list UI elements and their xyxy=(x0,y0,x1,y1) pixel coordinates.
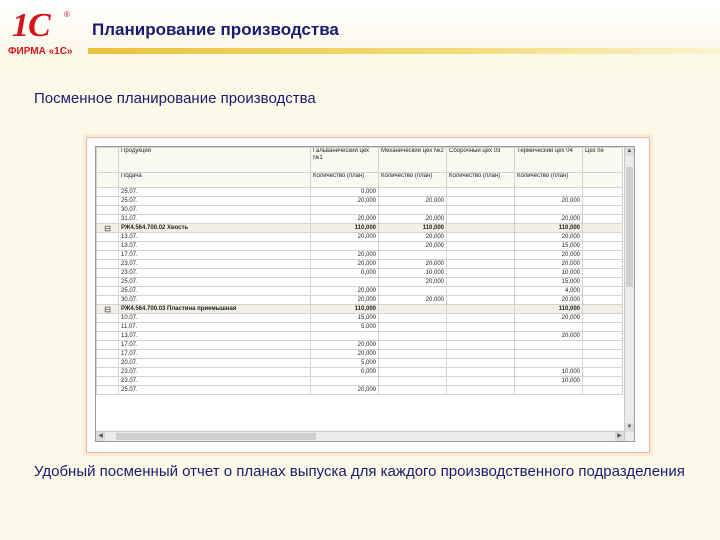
quantity-cell xyxy=(447,215,515,224)
product-name-cell: РЖ4.564.700.03 Пластина приемышная xyxy=(119,305,311,314)
quantity-cell xyxy=(447,260,515,269)
table-row xyxy=(97,260,623,269)
column-header: Сборочный цех 03 xyxy=(447,148,515,173)
quantity-cell xyxy=(379,359,447,368)
quantity-cell xyxy=(583,341,623,350)
report-screenshot-frame xyxy=(86,137,650,453)
column-header: Термический цех 04 xyxy=(515,148,583,173)
collapse-toggle-icon[interactable]: ⊟ xyxy=(97,224,119,233)
quantity-cell: 5,000 xyxy=(311,359,379,368)
quantity-cell xyxy=(583,350,623,359)
row-spacer xyxy=(97,278,119,287)
quantity-cell xyxy=(515,341,583,350)
date-cell: 13.07. xyxy=(119,233,311,242)
quantity-cell: 20,000 xyxy=(311,215,379,224)
table-row xyxy=(97,251,623,260)
quantity-cell xyxy=(311,332,379,341)
horizontal-scroll-thumb[interactable] xyxy=(116,433,316,440)
quantity-cell xyxy=(447,242,515,251)
quantity-cell: 20,000 xyxy=(515,260,583,269)
table-row xyxy=(97,323,623,332)
quantity-cell xyxy=(447,359,515,368)
quantity-cell xyxy=(583,188,623,197)
date-cell: 30.07. xyxy=(119,206,311,215)
date-cell: 23.07. xyxy=(119,377,311,386)
quantity-cell xyxy=(583,224,623,233)
quantity-cell xyxy=(379,332,447,341)
product-group-row xyxy=(97,305,623,314)
date-cell: 13.07. xyxy=(119,242,311,251)
column-header: Цех пе xyxy=(583,148,623,173)
quantity-cell xyxy=(583,197,623,206)
scroll-right-icon[interactable]: ▶ xyxy=(615,432,624,441)
row-spacer xyxy=(97,188,119,197)
quantity-cell xyxy=(447,350,515,359)
quantity-cell xyxy=(379,251,447,260)
quantity-cell xyxy=(379,377,447,386)
quantity-cell: 110,000 xyxy=(379,224,447,233)
quantity-cell xyxy=(583,260,623,269)
quantity-cell: 20,000 xyxy=(515,332,583,341)
page-subtitle: Посменное планирование производства xyxy=(34,90,316,107)
quantity-cell: 0,000 xyxy=(311,269,379,278)
shift-plan-report xyxy=(95,146,635,442)
quantity-cell xyxy=(379,188,447,197)
quantity-cell xyxy=(583,206,623,215)
quantity-cell xyxy=(447,206,515,215)
date-cell: 23.07. xyxy=(119,269,311,278)
quantity-cell xyxy=(447,314,515,323)
date-cell: 17.07. xyxy=(119,341,311,350)
scroll-down-icon[interactable]: ▼ xyxy=(626,424,633,430)
table-row xyxy=(97,359,623,368)
quantity-cell: 20,000 xyxy=(311,341,379,350)
date-cell: 20.07. xyxy=(119,359,311,368)
quantity-cell: 20,000 xyxy=(379,242,447,251)
quantity-cell xyxy=(515,359,583,368)
quantity-cell: 15,000 xyxy=(515,242,583,251)
quantity-cell xyxy=(583,314,623,323)
date-cell: 25.07. xyxy=(119,188,311,197)
table-row xyxy=(97,332,623,341)
date-cell: 30.07. xyxy=(119,296,311,305)
toggle-column-header xyxy=(97,148,119,173)
table-row xyxy=(97,287,623,296)
quantity-cell xyxy=(583,386,623,395)
quantity-cell xyxy=(379,314,447,323)
collapse-toggle-icon[interactable]: ⊟ xyxy=(97,305,119,314)
row-spacer xyxy=(97,377,119,386)
row-spacer xyxy=(97,323,119,332)
table-row xyxy=(97,215,623,224)
vertical-scrollbar[interactable] xyxy=(624,147,634,441)
quantity-cell: 20,000 xyxy=(515,296,583,305)
row-spacer xyxy=(97,386,119,395)
table-row xyxy=(97,377,623,386)
slide-caption: Удобный посменный отчет о планах выпуска для каждого производственного подразделения xyxy=(34,463,685,480)
quantity-cell xyxy=(311,206,379,215)
quantity-cell xyxy=(311,377,379,386)
date-cell: 23.07. xyxy=(119,260,311,269)
quantity-cell: 20,000 xyxy=(379,260,447,269)
quantity-cell xyxy=(379,341,447,350)
table-row xyxy=(97,350,623,359)
quantity-cell: 20,000 xyxy=(311,233,379,242)
quantity-cell: 20,000 xyxy=(311,251,379,260)
row-spacer xyxy=(97,341,119,350)
table-row xyxy=(97,368,623,377)
date-cell: 10.07. xyxy=(119,314,311,323)
quantity-cell: 110,000 xyxy=(515,305,583,314)
quantity-cell: 4,000 xyxy=(515,287,583,296)
column-subheader: Подача xyxy=(119,173,311,188)
company-logo xyxy=(8,8,80,58)
quantity-cell xyxy=(447,332,515,341)
quantity-cell xyxy=(447,323,515,332)
table-row xyxy=(97,296,623,305)
row-spacer xyxy=(97,269,119,278)
quantity-cell: 20,000 xyxy=(311,296,379,305)
quantity-cell xyxy=(447,269,515,278)
registered-icon: ® xyxy=(64,10,70,19)
quantity-cell xyxy=(583,251,623,260)
quantity-cell xyxy=(447,377,515,386)
quantity-cell xyxy=(447,224,515,233)
column-header: Механический цех №2 xyxy=(379,148,447,173)
quantity-cell xyxy=(379,350,447,359)
logo-subtext: ФИРМА «1С» xyxy=(8,46,73,57)
quantity-cell: 10,000 xyxy=(515,368,583,377)
horizontal-scrollbar[interactable] xyxy=(96,431,624,441)
quantity-cell xyxy=(311,242,379,251)
date-cell: 25.07. xyxy=(119,386,311,395)
quantity-cell: 15,000 xyxy=(311,314,379,323)
quantity-cell xyxy=(447,278,515,287)
quantity-cell xyxy=(583,269,623,278)
quantity-cell xyxy=(447,188,515,197)
quantity-cell xyxy=(447,368,515,377)
quantity-cell xyxy=(583,215,623,224)
column-header: Гальванический цех №1 xyxy=(311,148,379,173)
header-divider xyxy=(88,48,720,54)
quantity-cell xyxy=(583,305,623,314)
date-cell: 23.07. xyxy=(119,368,311,377)
quantity-cell xyxy=(379,368,447,377)
quantity-cell: 20,000 xyxy=(311,350,379,359)
quantity-cell: 20,000 xyxy=(379,197,447,206)
quantity-cell: 20,000 xyxy=(515,314,583,323)
table-row xyxy=(97,242,623,251)
row-spacer xyxy=(97,287,119,296)
quantity-cell: 20,000 xyxy=(515,251,583,260)
quantity-cell xyxy=(583,377,623,386)
table-row xyxy=(97,269,623,278)
table-row xyxy=(97,233,623,242)
quantity-cell xyxy=(583,359,623,368)
quantity-cell xyxy=(447,341,515,350)
quantity-cell: 110,000 xyxy=(515,224,583,233)
quantity-cell: 20,000 xyxy=(515,233,583,242)
quantity-cell xyxy=(379,386,447,395)
quantity-cell xyxy=(583,323,623,332)
date-cell: 17.07. xyxy=(119,251,311,260)
slide-header xyxy=(0,0,720,68)
column-header: Продукция xyxy=(119,148,311,173)
product-group-row xyxy=(97,224,623,233)
column-subheader xyxy=(583,173,623,188)
row-spacer xyxy=(97,233,119,242)
quantity-cell xyxy=(311,278,379,287)
quantity-cell xyxy=(583,332,623,341)
table-row xyxy=(97,314,623,323)
quantity-cell: 5,000 xyxy=(311,323,379,332)
quantity-cell xyxy=(447,197,515,206)
logo-mark: 1С xyxy=(12,7,50,44)
report-subheader-row xyxy=(97,173,623,188)
quantity-cell xyxy=(515,323,583,332)
table-row xyxy=(97,188,623,197)
row-spacer xyxy=(97,251,119,260)
report-body xyxy=(97,188,623,395)
vertical-scroll-thumb[interactable] xyxy=(626,167,633,287)
quantity-cell: 0,000 xyxy=(311,368,379,377)
quantity-cell: 110,000 xyxy=(311,224,379,233)
quantity-cell xyxy=(379,323,447,332)
quantity-cell: 20,000 xyxy=(379,215,447,224)
quantity-cell: 20,000 xyxy=(379,296,447,305)
quantity-cell xyxy=(583,287,623,296)
table-row xyxy=(97,278,623,287)
row-spacer xyxy=(97,215,119,224)
quantity-cell: 15,000 xyxy=(515,278,583,287)
quantity-cell: 20,000 xyxy=(311,197,379,206)
scroll-left-icon[interactable]: ◀ xyxy=(96,432,105,441)
quantity-cell xyxy=(583,368,623,377)
quantity-cell: 20,000 xyxy=(311,287,379,296)
quantity-cell xyxy=(447,233,515,242)
report-table xyxy=(96,147,623,395)
quantity-cell: 10,000 xyxy=(515,269,583,278)
quantity-cell xyxy=(379,305,447,314)
product-name-cell: РЖ4.564.700.02 Хвость xyxy=(119,224,311,233)
table-row xyxy=(97,197,623,206)
date-cell: 13.07. xyxy=(119,332,311,341)
header-title: Планирование производства xyxy=(92,20,339,39)
quantity-cell xyxy=(515,206,583,215)
row-spacer xyxy=(97,350,119,359)
quantity-cell xyxy=(515,188,583,197)
quantity-cell: 10,000 xyxy=(379,269,447,278)
quantity-cell xyxy=(583,242,623,251)
quantity-cell: 20,000 xyxy=(311,386,379,395)
quantity-cell xyxy=(379,287,447,296)
date-cell: 25.07. xyxy=(119,287,311,296)
toggle-column-subheader xyxy=(97,173,119,188)
quantity-cell xyxy=(583,233,623,242)
scroll-up-icon[interactable]: ▲ xyxy=(626,148,633,154)
row-spacer xyxy=(97,197,119,206)
column-subheader: Количество (план) xyxy=(311,173,379,188)
quantity-cell: 10,000 xyxy=(515,377,583,386)
table-row xyxy=(97,341,623,350)
table-row xyxy=(97,206,623,215)
row-spacer xyxy=(97,206,119,215)
quantity-cell xyxy=(447,386,515,395)
quantity-cell: 20,000 xyxy=(379,278,447,287)
quantity-cell: 20,000 xyxy=(515,215,583,224)
quantity-cell xyxy=(515,386,583,395)
report-header-row xyxy=(97,148,623,173)
quantity-cell: 20,000 xyxy=(311,260,379,269)
column-subheader: Количество (план) xyxy=(379,173,447,188)
quantity-cell xyxy=(515,350,583,359)
row-spacer xyxy=(97,314,119,323)
quantity-cell xyxy=(447,251,515,260)
quantity-cell xyxy=(447,287,515,296)
date-cell: 31.07. xyxy=(119,215,311,224)
table-row xyxy=(97,386,623,395)
date-cell: 25.07. xyxy=(119,278,311,287)
date-cell: 25.07. xyxy=(119,197,311,206)
quantity-cell xyxy=(379,206,447,215)
quantity-cell: 20,000 xyxy=(515,197,583,206)
row-spacer xyxy=(97,359,119,368)
quantity-cell: 20,000 xyxy=(379,233,447,242)
quantity-cell xyxy=(583,296,623,305)
row-spacer xyxy=(97,242,119,251)
date-cell: 17.07. xyxy=(119,350,311,359)
row-spacer xyxy=(97,332,119,341)
row-spacer xyxy=(97,296,119,305)
quantity-cell xyxy=(447,305,515,314)
row-spacer xyxy=(97,260,119,269)
quantity-cell xyxy=(447,296,515,305)
column-subheader: Количество (план) xyxy=(515,173,583,188)
quantity-cell: 110,000 xyxy=(311,305,379,314)
quantity-cell xyxy=(583,278,623,287)
quantity-cell: 0,000 xyxy=(311,188,379,197)
date-cell: 11.07. xyxy=(119,323,311,332)
column-subheader: Количество (план) xyxy=(447,173,515,188)
row-spacer xyxy=(97,368,119,377)
